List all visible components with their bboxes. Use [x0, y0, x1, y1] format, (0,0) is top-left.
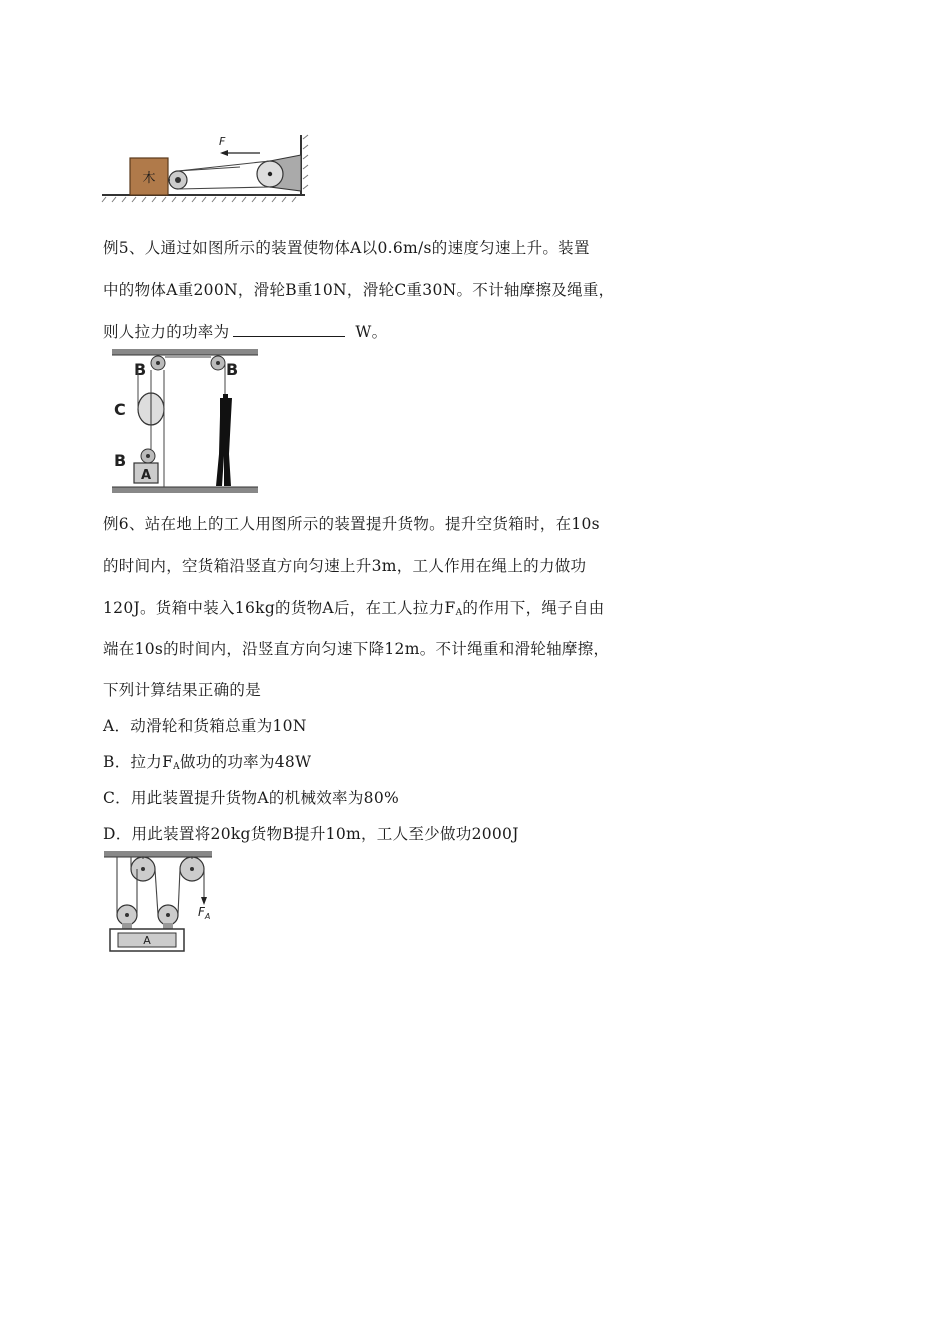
example6-line5: 下列计算结果正确的是	[103, 681, 262, 699]
example6-line2: 的时间内，空货箱沿竖直方向匀速上升3m，工人作用在绳上的力做功	[103, 557, 587, 575]
example5-line2: 中的物体A重200N，滑轮B重10N，滑轮C重30N。不计轴摩擦及绳重，	[103, 281, 615, 299]
force-label: F	[219, 135, 226, 148]
example5-line1: 例5、人通过如图所示的装置使物体A以0.6m/s的速度匀速上升。装置	[103, 239, 590, 257]
option-a[interactable]: A．动滑轮和货箱总重为10N	[103, 717, 307, 735]
question-text: 则人拉力的功率为	[103, 323, 230, 341]
label-a: A	[140, 468, 152, 483]
option-b[interactable]: B．拉力$F_A$做功的功率为48W	[103, 753, 312, 772]
pulley-box-figure	[100, 849, 224, 955]
force-label-fa: $F_A$	[198, 905, 211, 921]
label-c: C	[114, 400, 126, 419]
unit-text: W。	[355, 323, 388, 341]
label-b-lower: B	[114, 451, 127, 470]
block-label: 木	[142, 171, 156, 186]
example5-line3	[103, 320, 387, 342]
example6-line1: 例6、站在地上的工人用图所示的装置提升货物。提升空货箱时，在10s	[103, 515, 600, 533]
example6-line4: 端在10s的时间内，沿竖直方向匀速下降12m。不计绳重和滑轮轴摩擦，	[103, 640, 610, 658]
example6-line3: 120J。货箱中装入16kg的货物A后，在工人拉力$F_A$的作用下，绳子自由	[103, 599, 605, 618]
label-b-right: B	[226, 360, 239, 379]
option-d[interactable]: D．用此装置将20kg货物B提升10m，工人至少做功2000J	[103, 825, 519, 843]
box-label: A	[143, 934, 151, 947]
pulley-man-figure	[108, 346, 262, 496]
option-c[interactable]: C．用此装置提升货物A的机械效率为80%	[103, 789, 400, 807]
block-pulley-figure	[100, 125, 310, 203]
answer-blank[interactable]	[233, 322, 345, 337]
man-figure	[216, 394, 232, 486]
label-b-left: B	[134, 360, 147, 379]
